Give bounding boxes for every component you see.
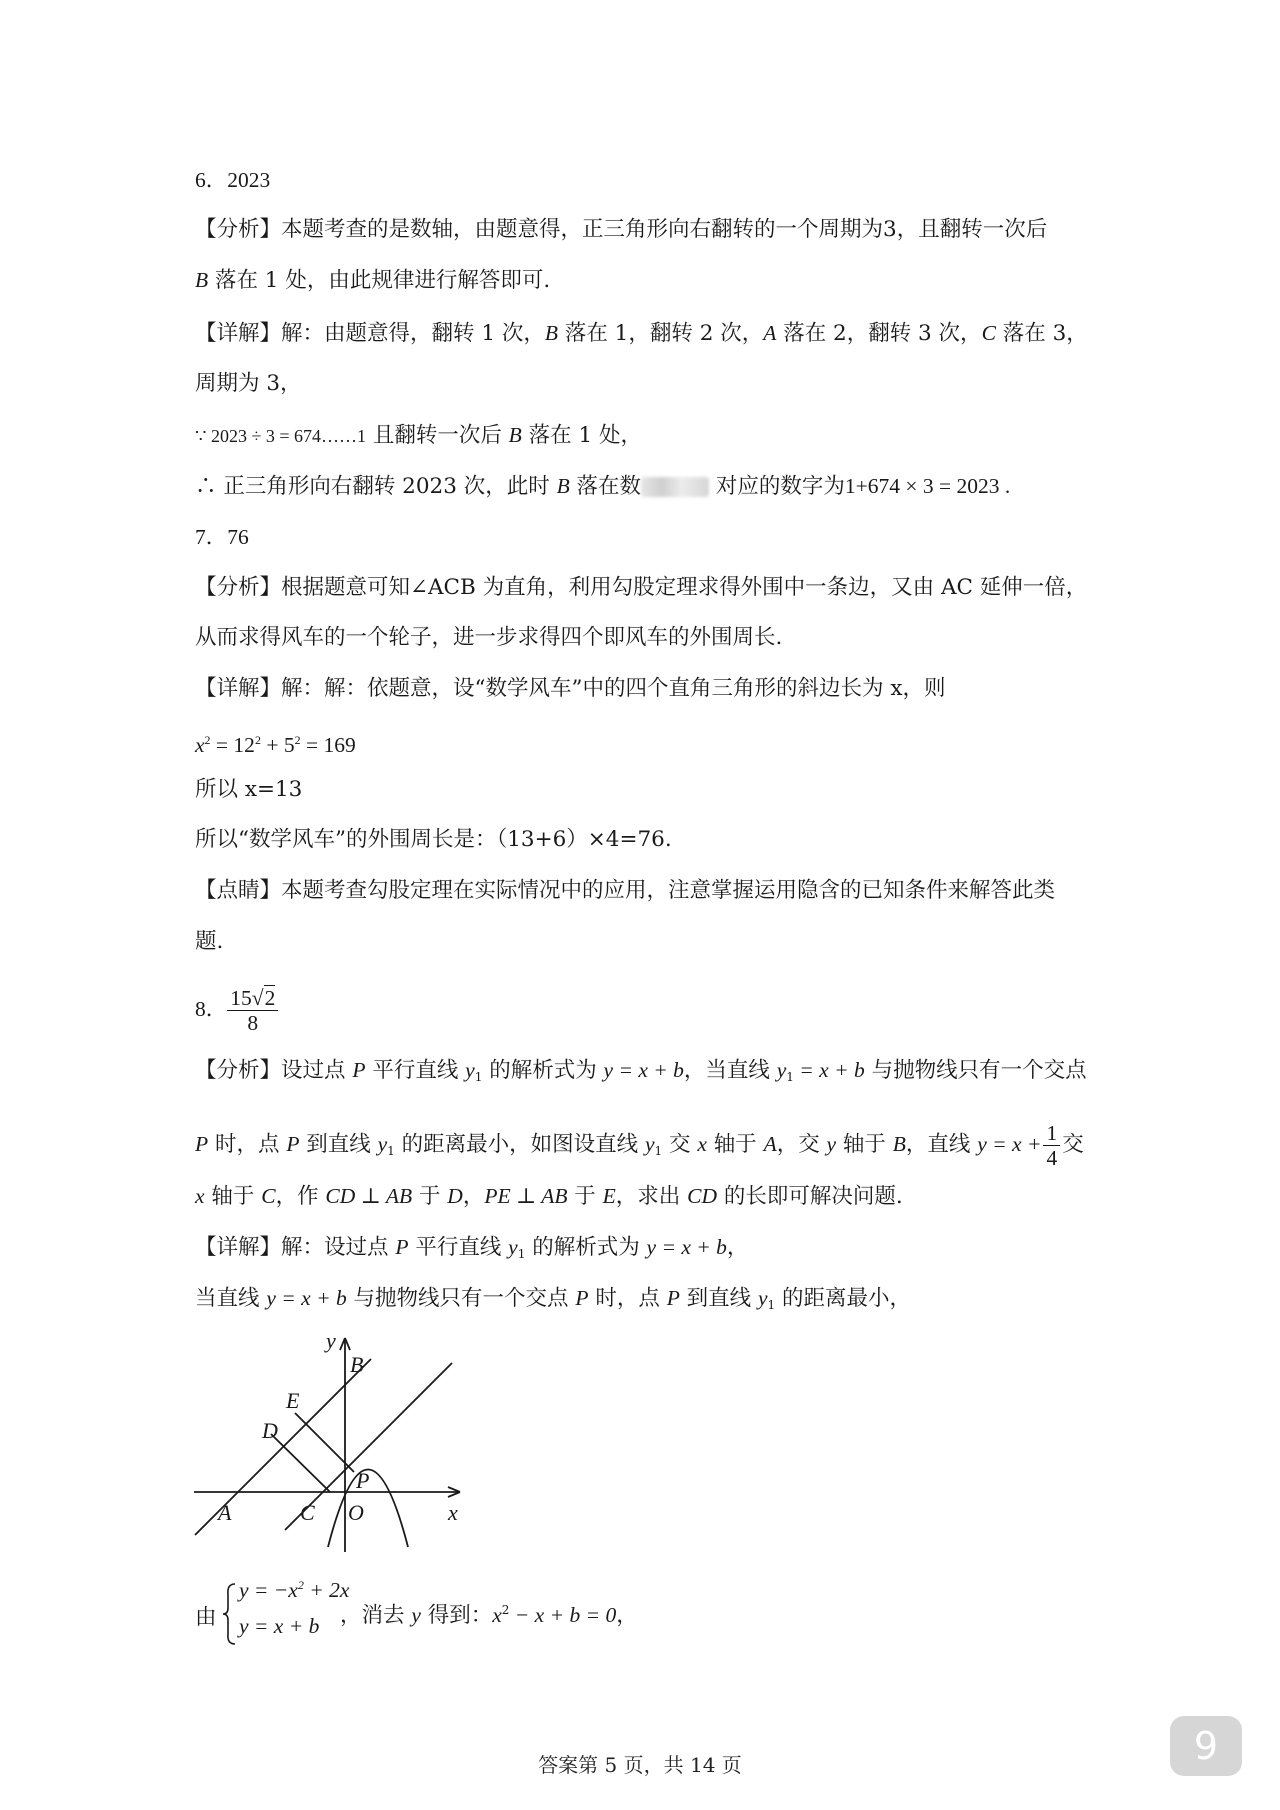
exponent: 2 bbox=[254, 733, 261, 747]
analysis-tag: 【分析】 bbox=[195, 575, 282, 600]
detail-tag: 【详解】 bbox=[195, 1235, 282, 1260]
q6-analysis bbox=[195, 216, 1047, 244]
q6-text: 落在 1 处， bbox=[521, 423, 642, 448]
q6-text: 且翻转一次后 bbox=[365, 423, 509, 448]
system-result bbox=[340, 1598, 638, 1629]
q6-analysis-text: 本题考查的是数轴，由题意得，正三角形向右翻转的一个周期为3，且翻转一次后 bbox=[281, 217, 1048, 242]
text: 的解析式为 bbox=[525, 1235, 647, 1260]
q8-number: 8． bbox=[195, 997, 228, 1021]
q8-analysis-line2 bbox=[195, 1118, 1084, 1177]
subscript: 1 bbox=[517, 1247, 526, 1261]
comment-tag: 【点睛】 bbox=[195, 878, 282, 903]
eq-part: = 12 bbox=[210, 733, 255, 757]
var-y: y bbox=[508, 1235, 518, 1259]
system-line-2: y = x + b bbox=[239, 1614, 320, 1638]
var-y: y bbox=[776, 1058, 787, 1082]
fraction-denominator: 8 bbox=[247, 1010, 259, 1035]
text: ， bbox=[616, 1603, 638, 1628]
text: 交 bbox=[1062, 1132, 1084, 1157]
var-x: x bbox=[492, 1603, 502, 1627]
text: 设过点 bbox=[281, 1058, 353, 1083]
var-p: P bbox=[575, 1286, 589, 1310]
q8-detail-line2 bbox=[195, 1284, 911, 1319]
eq-part: + 2x bbox=[303, 1578, 350, 1602]
system-line-1 bbox=[239, 1578, 349, 1603]
label-c: C bbox=[300, 1500, 315, 1525]
q6-text: 对应的数字为 bbox=[709, 474, 845, 499]
label-x: x bbox=[448, 1500, 458, 1525]
text: 的距离最小，如图设直线 bbox=[394, 1132, 645, 1157]
subscript: 1 bbox=[767, 1298, 776, 1312]
eq-part: + 5 bbox=[260, 733, 295, 757]
text: 解：设过点 bbox=[281, 1235, 396, 1260]
text: 于 bbox=[567, 1184, 603, 1209]
detail-tag: 【详解】 bbox=[195, 676, 282, 701]
text: 轴于 bbox=[706, 1132, 764, 1157]
subscript: 1 bbox=[654, 1144, 663, 1158]
equation: y = x + b bbox=[266, 1286, 347, 1310]
text: ，作 bbox=[275, 1184, 326, 1209]
label-a: A bbox=[218, 1500, 232, 1525]
q6-detail-text: 落在 1，翻转 2 次， bbox=[558, 321, 764, 346]
q7-x-value: 所以 x=13 bbox=[195, 777, 303, 802]
var-b: B bbox=[508, 423, 522, 447]
text: 平行直线 bbox=[365, 1058, 466, 1083]
page-footer: 答案第 5 页，共 14 页 bbox=[538, 1753, 742, 1777]
equation: y = x + b bbox=[603, 1058, 684, 1082]
var-x: x bbox=[195, 733, 205, 757]
exponent: 2 bbox=[297, 1578, 304, 1592]
text: ，直线 bbox=[905, 1132, 978, 1157]
text: 轴于 bbox=[204, 1184, 262, 1209]
answer-fraction: $\frac{15√2}{8}$ bbox=[227, 986, 278, 1035]
q6-detail bbox=[195, 319, 1088, 348]
var-p: P bbox=[666, 1286, 680, 1310]
exponent: 2 bbox=[294, 733, 301, 747]
q7-analysis bbox=[195, 574, 1087, 602]
text: ，交 bbox=[776, 1132, 827, 1157]
var-b: B bbox=[544, 321, 559, 345]
sqrt-radicand: 2 bbox=[264, 985, 276, 1010]
var-p: P bbox=[195, 1132, 209, 1156]
q7-comment-text: 本题考查勾股定理在实际情况中的应用，注意掌握运用隐含的已知条件来解答此类 bbox=[281, 878, 1056, 903]
q6-answer: 6．2023 bbox=[195, 168, 271, 192]
perpendicular-cd: CD ⊥ AB bbox=[325, 1184, 413, 1208]
text: 平行直线 bbox=[408, 1235, 509, 1260]
text: 与抛物线只有一个交点 bbox=[346, 1286, 576, 1311]
subscript: 1 bbox=[474, 1070, 483, 1084]
label-b: B bbox=[350, 1352, 364, 1377]
q6-text: ∴ 正三角形向右翻转 2023 次，此时 bbox=[195, 474, 557, 499]
q6-conclusion bbox=[195, 472, 1010, 501]
var-p: P bbox=[352, 1058, 366, 1082]
q8-detail-line1 bbox=[195, 1233, 748, 1268]
label-p: P bbox=[356, 1468, 370, 1493]
point-d: D bbox=[447, 1184, 463, 1208]
var-a: A bbox=[763, 321, 777, 345]
q6-text: 落在数 bbox=[569, 474, 642, 499]
q8-analysis-line1 bbox=[195, 1056, 1087, 1091]
q8-answer bbox=[195, 983, 278, 1036]
perpendicular-pe: PE ⊥ AB bbox=[484, 1184, 568, 1208]
text: 当直线 bbox=[195, 1286, 267, 1311]
text: ，当直线 bbox=[683, 1058, 777, 1083]
exponent: 2 bbox=[204, 733, 211, 747]
equation: = x + b bbox=[793, 1058, 865, 1082]
q6-division bbox=[195, 421, 642, 450]
detail-tag: 【详解】 bbox=[195, 321, 282, 346]
text: ，消去 bbox=[340, 1603, 412, 1628]
coordinate-figure bbox=[190, 1332, 480, 1562]
q6-analysis-text2: 落在 1 处，由此规律进行解答即可. bbox=[208, 268, 551, 293]
point-c: C bbox=[261, 1184, 276, 1208]
var-c: C bbox=[981, 321, 996, 345]
var-y: y bbox=[644, 1132, 655, 1156]
var-y: y bbox=[377, 1132, 388, 1156]
label-o: O bbox=[348, 1500, 364, 1525]
var-b: B bbox=[556, 474, 570, 498]
var-y: y bbox=[758, 1286, 768, 1310]
q7-detail-text: 解：解：依题意，设“数学风车”中的四个直角三角形的斜边长为 x，则 bbox=[281, 676, 946, 701]
var-x: x bbox=[697, 1132, 707, 1156]
point-e: E bbox=[602, 1184, 616, 1208]
text: ，求出 bbox=[615, 1184, 688, 1209]
fraction-denominator: 4 bbox=[1046, 1145, 1058, 1170]
q7-perimeter: 所以“数学风车”的外围周长是：（13+6）×4=76. bbox=[195, 827, 672, 852]
analysis-tag: 【分析】 bbox=[195, 217, 282, 242]
var-y: y bbox=[411, 1603, 421, 1627]
point-b: B bbox=[892, 1132, 906, 1156]
eq-part: y = −x bbox=[239, 1578, 298, 1602]
equation: y = x + b bbox=[646, 1235, 727, 1259]
var-b: B bbox=[195, 268, 209, 292]
text: 交 bbox=[662, 1132, 698, 1157]
q8-analysis-line3 bbox=[195, 1182, 903, 1211]
text: 的距离最小， bbox=[775, 1286, 912, 1311]
blurred-region bbox=[641, 477, 709, 497]
eq-part: = 169 bbox=[300, 733, 356, 757]
division-expression: ∵ 2023 ÷ 3 = 674……1 bbox=[195, 426, 366, 446]
label-e: E bbox=[286, 1388, 300, 1413]
equation: y = x + bbox=[977, 1132, 1042, 1156]
q7-comment bbox=[195, 877, 1055, 905]
text: 轴于 bbox=[836, 1132, 893, 1157]
exponent: 2 bbox=[501, 1603, 510, 1617]
left-brace bbox=[221, 1582, 237, 1646]
text: 时，点 bbox=[588, 1286, 667, 1311]
subscript: 1 bbox=[786, 1070, 794, 1084]
result-expression: 1+674 × 3 = 2023 . bbox=[844, 474, 1011, 498]
point-a: A bbox=[763, 1132, 777, 1156]
q7-equation bbox=[195, 726, 356, 759]
page-number-badge: 9 bbox=[1170, 1716, 1242, 1776]
text: 到直线 bbox=[679, 1286, 758, 1311]
q6-detail-text: 解：由题意得，翻转 1 次， bbox=[281, 321, 545, 346]
text: 时，点 bbox=[208, 1132, 287, 1157]
text: 与抛物线只有一个交点 bbox=[864, 1058, 1087, 1083]
q7-analysis-text: 根据题意可知∠ACB 为直角，利用勾股定理求得外围中一条边，又由 AC 延伸一倍， bbox=[281, 575, 1088, 600]
fraction-numerator: 1 bbox=[1043, 1121, 1060, 1146]
q6-detail-text: 落在 2，翻转 3 次， bbox=[776, 321, 982, 346]
equation: − x + b = 0 bbox=[509, 1603, 617, 1627]
q7-comment-line2: 题. bbox=[195, 929, 224, 954]
text: 于 bbox=[412, 1184, 448, 1209]
var-p: P bbox=[395, 1235, 409, 1259]
label-d: D bbox=[262, 1418, 278, 1443]
text: ， bbox=[726, 1235, 749, 1260]
subscript: 1 bbox=[387, 1144, 395, 1158]
label-y: y bbox=[326, 1332, 336, 1353]
q7-analysis-line2: 从而求得风车的一个轮子，进一步求得四个即风车的外围周长. bbox=[195, 625, 783, 650]
q6-analysis-line2 bbox=[195, 266, 550, 295]
fraction-numerator: 15 bbox=[230, 985, 252, 1010]
segment-cd: CD bbox=[687, 1184, 717, 1208]
text: 的解析式为 bbox=[482, 1058, 604, 1083]
q6-detail-text: 落在 3， bbox=[995, 321, 1088, 346]
segment-cd bbox=[271, 1434, 330, 1492]
var-p: P bbox=[286, 1132, 300, 1156]
quarter-fraction bbox=[1043, 1121, 1060, 1170]
text: ， bbox=[462, 1184, 485, 1209]
text: 得到： bbox=[420, 1603, 493, 1628]
q7-answer: 7．76 bbox=[195, 525, 249, 549]
sys-prefix: 由 bbox=[195, 1605, 217, 1630]
var-y: y bbox=[826, 1132, 837, 1156]
text: 的长即可解决问题. bbox=[717, 1184, 903, 1209]
q6-period: 周期为 3， bbox=[195, 371, 302, 396]
text: 到直线 bbox=[299, 1132, 378, 1157]
var-x: x bbox=[195, 1184, 205, 1208]
q7-detail bbox=[195, 675, 945, 703]
var-y: y bbox=[465, 1058, 475, 1082]
analysis-tag: 【分析】 bbox=[195, 1058, 282, 1083]
